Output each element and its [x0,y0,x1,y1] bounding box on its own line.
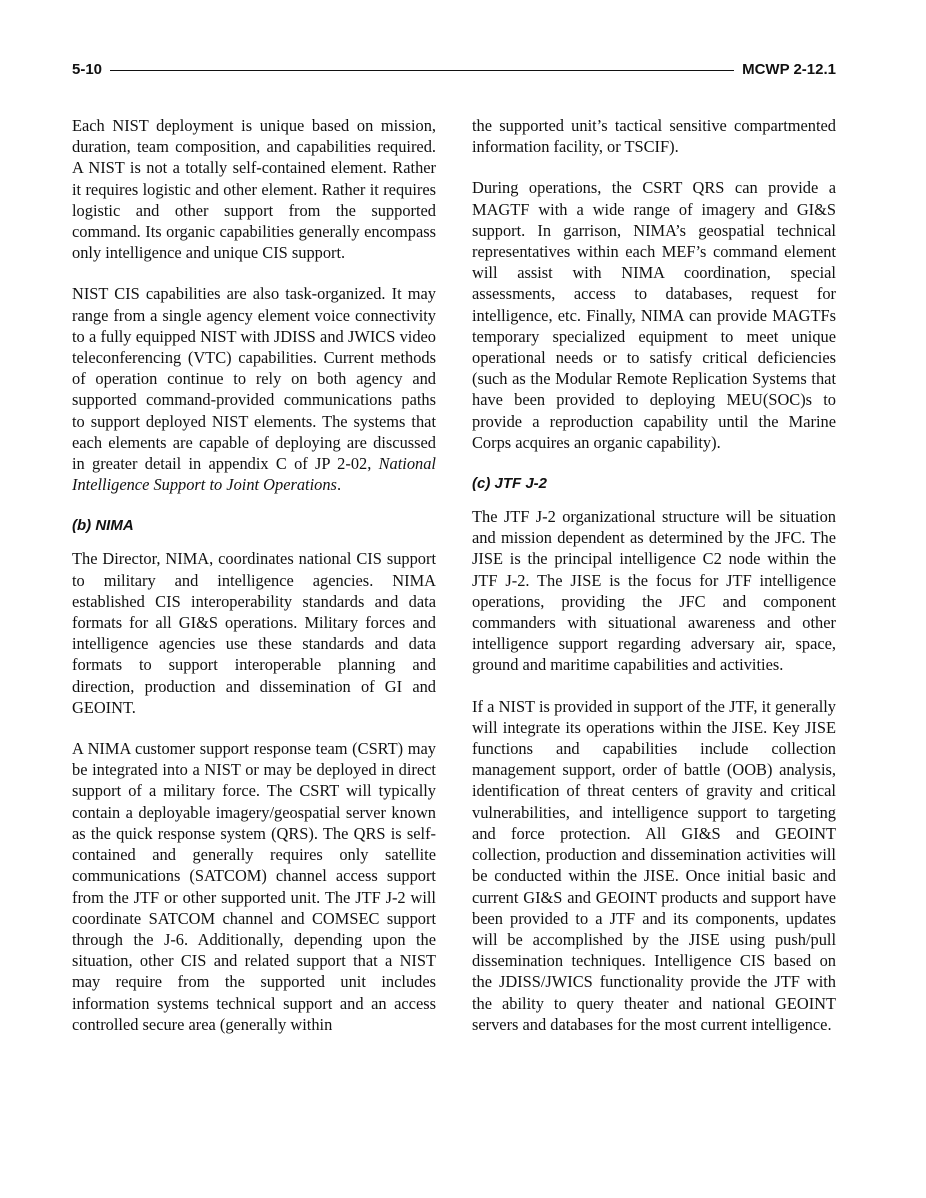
paragraph: the supported unit’s tactical sensitive compartmented information facility, or TSCIF). [472,116,836,157]
paragraph: The Director, NIMA, coordinates national CIS support to military and intelligence agencies. NIMA established CIS interoperability standards and data formats for all GI&S operations. Military forces and intelligence agencies use these standards and data formats to support interoperable planning and direction, production and dissemination of GI and GEOINT. [72,549,436,717]
publication-id: MCWP 2-12.1 [742,60,836,78]
paragraph: Each NIST deployment is unique based on mission, duration, team composition, and capabilities required. A NIST is not a totally self-contained element. Rather it requires logistic and other element. Rather it requires logistic and other support from the supported command. Its organic capabilities generally encompass only intelligence and unique CIS support. [72,116,436,263]
paragraph: The JTF J-2 organizational structure will be situation and mission dependent as determined by the JFC. The JISE is the principal intelligence C2 node within the JTF J-2. The JISE is the focus for JTF intelligence operations, providing the JFC and component commanders with situational awareness and other intelligence support regarding adversary air, space, ground and maritime capabilities and activities. [472,507,836,675]
paragraph: During operations, the CSRT QRS can provide a MAGTF with a wide range of imagery and GI&S support. In garrison, NIMA’s geospatial technical representatives within each MEF’s command element will assist with NIMA coordination, special assessments, access to databases, request for intelligence, etc. Finally, NIMA can provide MAGTFs temporary specialized equipment to meet unique operational needs or to satisfy critical deficiencies (such as the Modular Remote Replication Systems that have been provided to deploying MEU(SOC)s to provide a reproduction capability until the Marine Corps acquires an organic capability). [472,178,836,452]
paragraph: If a NIST is provided in support of the JTF, it generally will integrate its operations within the JISE. Key JISE functions and capabilities include collection management support, order of battle (OOB) analysis, identification of threat centers of gravity and critical vulnerabilities, and intelligence support to targeting and force protection. All GI&S and GEOINT collection, production and dissemination activities will be conducted within the JISE. Once initial basic and current GI&S and GEOINT products and support have been provided to a JTF and its components, updates will be accomplished by the JISE using push/pull dissemination techniques. Intelligence CIS based on the JDISS/JWICS functionality provide the JTF with the ability to query theater and national GEOINT servers and databases for the most current intelligence. [472,696,836,1034]
section-heading-jtf-j2: (c) JTF J-2 [472,475,548,493]
header-rule [110,70,734,71]
page-header [72,58,836,80]
left-column [72,115,436,1035]
publication-title: National Intelligence Support to Joint Operations [72,454,436,495]
paragraph: NIST CIS capabilities are also task-organized. It may range from a single agency element voice connectivity to a fully equipped NIST with JDISS and JWICS video teleconferencing (VTC) capabilities. Current methods of operation continue to rely on both agency and supported command-provided communications paths to support deployed NIST elements. The systems that each elements are capable of deploying are discussed in greater detail in appendix C of JP 2-02, National Intelligence Support to Joint Operations. [72,284,436,495]
right-column [472,115,836,1035]
section-heading-nima: (b) NIMA [72,517,134,535]
page-number: 5-10 [72,60,103,78]
paragraph: A NIMA customer support response team (CSRT) may be integrated into a NIST or may be deployed in direct support of a military force. The CSRT will typically contain a deployable imagery/geospatial server known as the quick response system (QRS). The QRS is self-contained and generally requires only satellite communications (SATCOM) channel access support from the JTF or other supported unit. The JTF J-2 will coordinate SATCOM channel and COMSEC support through the J-6. Additionally, depending upon the situation, other CIS and related support that a NIST may require from the supported unit includes information systems technical support and an access controlled secure area (generally within [72,739,436,1034]
